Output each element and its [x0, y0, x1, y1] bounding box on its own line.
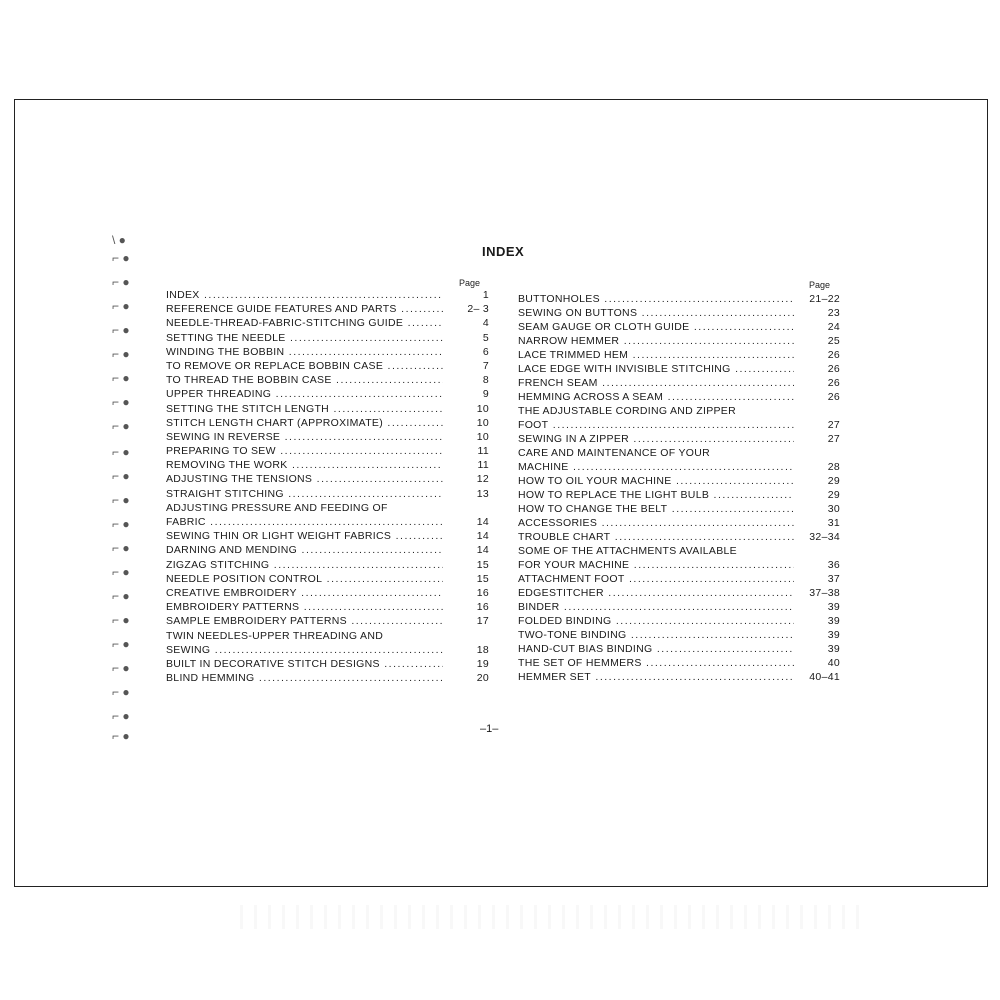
index-entry-page: 27 [827, 433, 840, 445]
index-entry-label: BINDER ..... [518, 601, 794, 613]
index-entry [518, 517, 840, 529]
index-entry-label: NARROW HEMMER ..... [518, 335, 794, 347]
index-entry-label: BUILT IN DECORATIVE STITCH DESIGNS ..... [166, 658, 443, 670]
index-entry [518, 377, 840, 389]
index-entry-label: WINDING THE BOBBIN ..... [166, 346, 443, 358]
index-entry-page: 29 [827, 475, 840, 487]
index-entry [166, 317, 489, 329]
index-entry [166, 544, 489, 556]
index-entry-label: BLIND HEMMING ..... [166, 672, 443, 684]
spiral-binding: \ ● ⌐ ● ⌐ ● ⌐ ● ⌐ ● ⌐ ● ⌐ ● ⌐ ● ⌐ ● ⌐ ● ⌐ ● ⌐ ● ⌐ ● ⌐ ● ⌐ ● ⌐ ● ⌐ ● ⌐ ● ⌐ ● ⌐ ● ⌐ ● ⌐ ● [112, 233, 130, 743]
index-entry-label: SEWING THIN OR LIGHT WEIGHT FABRICS ..... [166, 530, 443, 542]
index-entry-page: 30 [827, 503, 840, 515]
scan-noise [240, 905, 870, 929]
index-entry-label: INDEX ..... [166, 289, 443, 301]
index-entry-label: BUTTONHOLES ..... [518, 293, 794, 305]
index-entry [166, 289, 489, 301]
index-entry-page: 25 [827, 335, 840, 347]
index-entry [166, 559, 489, 571]
index-entry-page: 40 [827, 657, 840, 669]
page-number-footer: –1– [480, 723, 499, 735]
index-entry-page: 39 [827, 643, 840, 655]
index-entry-label: ACCESSORIES ..... [518, 517, 794, 529]
right-index-column [518, 293, 840, 683]
index-entry-label: THE ADJUSTABLE CORDING AND ZIPPER [518, 405, 736, 417]
index-entry-label: ATTACHMENT FOOT ..... [518, 573, 794, 585]
index-entry-page: 11 [477, 459, 489, 472]
index-entry-page: 26 [827, 377, 840, 389]
index-entry-label: FOR YOUR MACHINE ..... [518, 559, 794, 571]
index-entry-label: SEWING IN REVERSE ..... [166, 431, 443, 443]
index-entry-label: ZIGZAG STITCHING ..... [166, 559, 443, 571]
index-entry-page: 20 [476, 672, 489, 685]
index-entry-page: 11 [477, 445, 489, 458]
index-entry-label: EDGESTITCHER ..... [518, 587, 794, 599]
index-entry-page: 10 [476, 416, 489, 429]
index-entry [518, 433, 840, 445]
index-entry-page: 40–41 [809, 671, 840, 683]
index-entry-label: SEWING IN A ZIPPER ..... [518, 433, 794, 445]
index-entry-page: 12 [476, 473, 489, 486]
index-entry [518, 293, 840, 305]
left-page-heading: Page [459, 278, 481, 288]
index-entry-page: 28 [827, 461, 840, 473]
index-entry [166, 502, 489, 514]
index-entry-label: SETTING THE STITCH LENGTH ..... [166, 403, 443, 415]
index-entry-label: LACE TRIMMED HEM ..... [518, 349, 794, 361]
index-entry-label: TWO-TONE BINDING ..... [518, 629, 794, 641]
index-entry-page: 21–22 [809, 293, 840, 305]
index-entry-label: NEEDLE POSITION CONTROL ..... [166, 573, 443, 585]
index-entry [518, 559, 840, 571]
index-entry-page: 37–38 [809, 587, 840, 599]
index-entry [518, 405, 840, 417]
index-entry-label: STITCH LENGTH CHART (APPROXIMATE) ..... [166, 417, 443, 429]
index-entry [166, 346, 489, 358]
index-entry [518, 629, 840, 641]
index-entry-label: DARNING AND MENDING ..... [166, 544, 443, 556]
index-entry [518, 349, 840, 361]
index-entry-page: 1 [482, 289, 489, 301]
index-entry [518, 307, 840, 319]
index-entry [518, 601, 840, 613]
index-entry-label: HAND-CUT BIAS BINDING ..... [518, 643, 794, 655]
index-entry-label: MACHINE ..... [518, 461, 794, 473]
index-entry-label: FRENCH SEAM ..... [518, 377, 794, 389]
index-entry-page: 15 [476, 572, 489, 585]
index-entry-page: 10 [476, 402, 489, 415]
index-entry-page: 29 [827, 489, 840, 501]
index-entry-label: SEWING ..... [166, 644, 443, 656]
index-entry-label: HEMMER SET ..... [518, 671, 794, 683]
index-entry-page: 14 [476, 516, 489, 528]
index-entry [518, 419, 840, 431]
index-entry [518, 643, 840, 655]
index-entry-label: REMOVING THE WORK ..... [166, 459, 443, 471]
index-entry [518, 335, 840, 347]
index-entry-label: UPPER THREADING ..... [166, 388, 443, 400]
index-entry-page: 5 [482, 331, 489, 344]
left-index-column [166, 289, 489, 684]
index-entry [518, 573, 840, 585]
index-entry [166, 431, 489, 443]
index-entry [166, 644, 489, 656]
index-entry-page: 6 [482, 345, 489, 358]
index-entry-page: 19 [476, 657, 489, 670]
index-entry-label: FOLDED BINDING ..... [518, 615, 794, 627]
right-page-heading: Page [809, 280, 831, 290]
index-entry [518, 363, 840, 375]
index-entry-label: CARE AND MAINTENANCE OF YOUR [518, 447, 710, 459]
index-entry-page: 39 [827, 629, 840, 641]
index-entry-page: 31 [827, 517, 840, 529]
index-entry [166, 473, 489, 485]
index-entry-page: 10 [476, 430, 489, 443]
index-entry-label: SAMPLE EMBROIDERY PATTERNS ..... [166, 615, 443, 627]
index-entry-label: TWIN NEEDLES-UPPER THREADING AND [166, 629, 384, 642]
index-entry [166, 587, 489, 599]
index-entry-label: LACE EDGE WITH INVISIBLE STITCHING ..... [518, 363, 794, 375]
index-entry-label: NEEDLE-THREAD-FABRIC-STITCHING GUIDE ..... [166, 317, 443, 329]
page-frame [14, 99, 988, 887]
index-entry [518, 321, 840, 333]
index-entry-label: TO THREAD THE BOBBIN CASE ..... [166, 374, 443, 386]
index-entry [166, 459, 489, 471]
index-entry-page: 8 [482, 374, 489, 387]
index-entry-page: 32–34 [809, 531, 840, 543]
index-entry [518, 391, 840, 403]
index-entry-page: 39 [827, 615, 840, 627]
index-entry [166, 672, 489, 684]
index-entry [166, 630, 489, 642]
index-entry-label: FOOT ..... [518, 419, 794, 431]
index-entry [518, 531, 840, 543]
index-entry-page: 26 [827, 391, 840, 403]
index-entry [518, 671, 840, 683]
index-entry-page: 9 [482, 388, 489, 401]
index-entry-label: CREATIVE EMBROIDERY ..... [166, 587, 443, 599]
index-entry [166, 417, 489, 429]
index-entry-page: 16 [476, 601, 489, 614]
index-entry-page: 27 [827, 419, 840, 431]
index-entry [166, 658, 489, 670]
index-entry-label: SEAM GAUGE OR CLOTH GUIDE ..... [518, 321, 794, 333]
index-entry-page: 24 [827, 321, 840, 333]
index-entry-label: REFERENCE GUIDE FEATURES AND PARTS ..... [166, 303, 443, 315]
index-entry [518, 489, 840, 501]
index-entry-page: 16 [476, 586, 489, 599]
index-entry [518, 503, 840, 515]
index-entry [518, 447, 840, 459]
index-entry-label: TO REMOVE OR REPLACE BOBBIN CASE ..... [166, 360, 443, 372]
index-entry-label: HOW TO OIL YOUR MACHINE ..... [518, 475, 794, 487]
index-entry-page: 7 [482, 359, 489, 372]
index-entry [518, 587, 840, 599]
index-entry-label: ADJUSTING PRESSURE AND FEEDING OF [166, 501, 388, 514]
index-entry-label: FABRIC ..... [166, 516, 443, 528]
index-entry [166, 374, 489, 386]
index-entry-label: HEMMING ACROSS A SEAM ..... [518, 391, 794, 403]
index-entry-page: 4 [482, 317, 489, 330]
index-entry [518, 461, 840, 473]
index-entry-label: SOME OF THE ATTACHMENTS AVAILABLE [518, 545, 737, 557]
index-entry [166, 360, 489, 372]
index-entry [166, 388, 489, 400]
index-entry [166, 445, 489, 457]
index-entry-page: 15 [476, 558, 489, 571]
index-entry-page: 37 [827, 573, 840, 585]
index-entry-label: EMBROIDERY PATTERNS ..... [166, 601, 443, 613]
index-entry-label: ADJUSTING THE TENSIONS ..... [166, 473, 443, 485]
index-entry [166, 573, 489, 585]
index-entry-label: PREPARING TO SEW ..... [166, 445, 443, 457]
index-entry-label: HOW TO CHANGE THE BELT ..... [518, 503, 794, 515]
index-entry [518, 657, 840, 669]
index-entry-page: 18 [476, 643, 489, 656]
index-entry-page: 14 [476, 544, 489, 557]
index-entry-label: STRAIGHT STITCHING ..... [166, 488, 443, 500]
index-entry-page: 13 [476, 487, 489, 500]
index-entry-page: 36 [827, 559, 840, 571]
index-entry-label: HOW TO REPLACE THE LIGHT BULB ..... [518, 489, 794, 501]
index-entry-label: TROUBLE CHART ..... [518, 531, 794, 543]
index-entry [518, 615, 840, 627]
index-entry [166, 488, 489, 500]
index-entry [166, 530, 489, 542]
index-entry [166, 516, 489, 528]
index-entry-page: 39 [827, 601, 840, 613]
index-entry-page: 2– 3 [467, 303, 489, 316]
index-entry-label: THE SET OF HEMMERS ..... [518, 657, 794, 669]
index-entry [518, 545, 840, 557]
index-entry [166, 601, 489, 613]
index-entry [166, 403, 489, 415]
index-title: INDEX [482, 244, 525, 259]
index-entry-page: 23 [827, 307, 840, 319]
index-entry-page: 26 [827, 349, 840, 361]
index-entry [166, 332, 489, 344]
index-entry-label: SETTING THE NEEDLE ..... [166, 332, 443, 344]
index-entry-page: 26 [827, 363, 840, 375]
index-entry-page: 17 [476, 615, 489, 628]
index-entry [518, 475, 840, 487]
index-entry-page: 14 [476, 530, 489, 543]
index-entry-label: SEWING ON BUTTONS ..... [518, 307, 794, 319]
index-entry [166, 615, 489, 627]
index-entry [166, 303, 489, 315]
